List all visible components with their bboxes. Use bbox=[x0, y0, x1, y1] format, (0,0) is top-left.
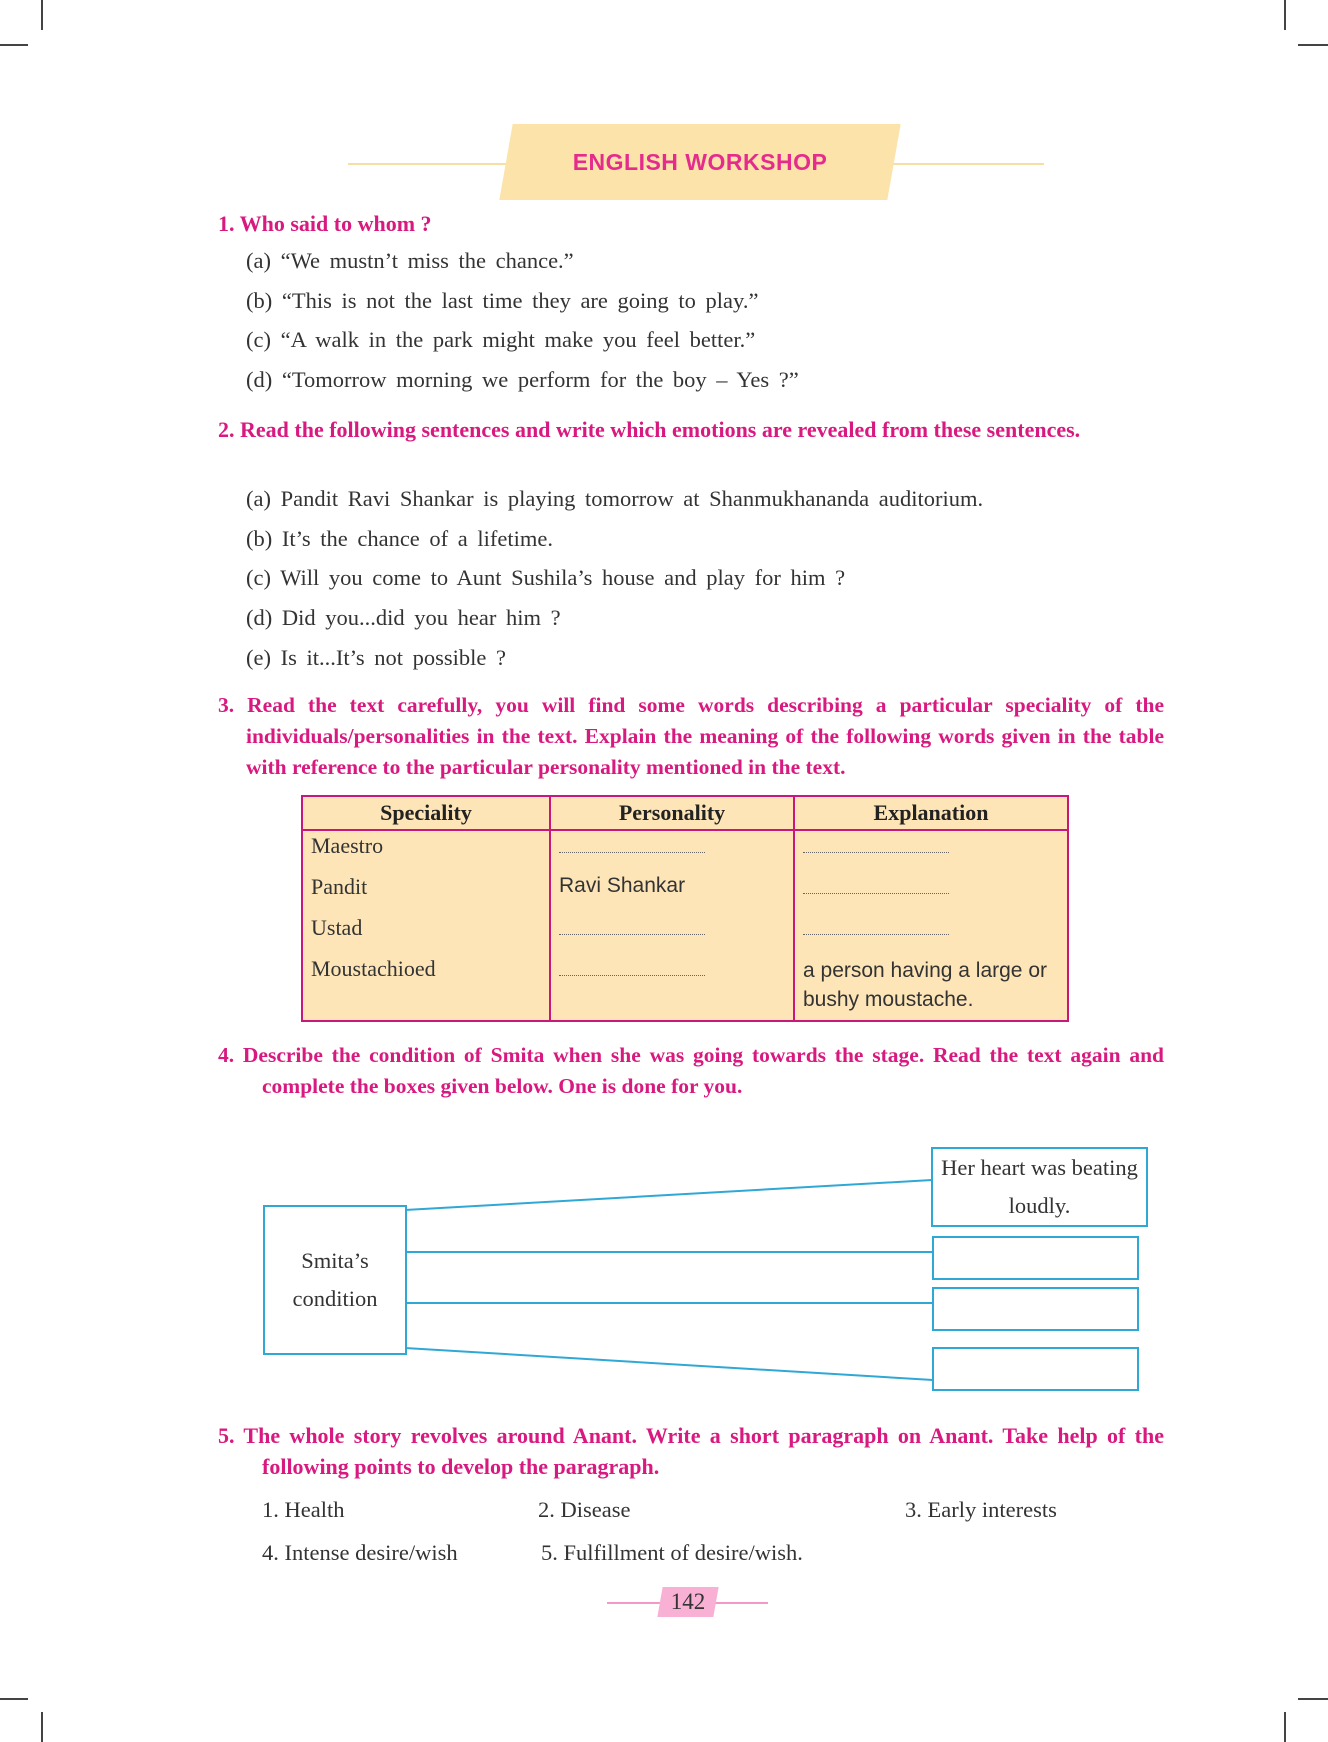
answer-box[interactable] bbox=[932, 1287, 1139, 1331]
table-header-row bbox=[302, 796, 1068, 830]
table-cell-personality[interactable] bbox=[550, 954, 794, 1021]
header-rule-left bbox=[348, 163, 513, 165]
table-cell-explanation[interactable] bbox=[794, 830, 1068, 872]
connector-line bbox=[405, 1180, 932, 1210]
footer-rule-left bbox=[607, 1602, 665, 1604]
question-2-option-d: (d) Did you...did you hear him ? bbox=[246, 605, 561, 630]
page-number: 142 bbox=[670, 1589, 706, 1614]
connector-line bbox=[405, 1348, 933, 1380]
table-cell-explanation[interactable] bbox=[794, 872, 1068, 913]
crop-mark bbox=[1284, 0, 1286, 30]
footer-rule-right bbox=[710, 1602, 768, 1604]
answer-blank[interactable] bbox=[559, 920, 705, 935]
table-row bbox=[302, 954, 1068, 1021]
crop-mark bbox=[0, 44, 28, 46]
question-5-heading: 5. The whole story revolves around Anant. Write a short paragraph on Anant. Take help of the following points to develop the paragraph. bbox=[218, 1423, 1164, 1479]
question-3-heading: 3. Read the text carefully, you will find some words describing a particular speciality of the individuals/personalities in the text. Explain the meaning of the following words given in the table with reference to the particular personality mentioned in the text. bbox=[218, 693, 1164, 779]
table-row bbox=[302, 913, 1068, 954]
table-cell-personality[interactable] bbox=[550, 830, 794, 872]
speciality-table bbox=[301, 795, 1069, 1022]
question-2-option-b: (b) It’s the chance of a lifetime. bbox=[246, 526, 553, 551]
point-item: 2. Disease bbox=[538, 1497, 631, 1522]
table-cell-explanation: a person having a large or bushy moustache. bbox=[794, 954, 1068, 1021]
table-cell-speciality: Pandit bbox=[302, 872, 550, 913]
point-item: 4. Intense desire/wish bbox=[262, 1540, 458, 1565]
question-4-heading: 4. Describe the condition of Smita when she was going towards the stage. Read the text again and complete the boxes given below. One is done for you. bbox=[218, 1043, 1164, 1098]
table-row bbox=[302, 872, 1068, 913]
page-title: ENGLISH WORKSHOP bbox=[572, 148, 828, 175]
question-1-option-b: (b) “This is not the last time they are going to play.” bbox=[246, 288, 759, 313]
crop-mark bbox=[41, 0, 43, 30]
table-cell-speciality: Ustad bbox=[302, 913, 550, 954]
table-cell-explanation[interactable] bbox=[794, 913, 1068, 954]
header-rule-right bbox=[888, 163, 1044, 165]
point-item: 3. Early interests bbox=[905, 1497, 1057, 1522]
crop-mark bbox=[1284, 1712, 1286, 1742]
question-1-option-d: (d) “Tomorrow morning we perform for the boy – Yes ?” bbox=[246, 367, 799, 392]
table-header-personality: Personality bbox=[550, 796, 794, 830]
answer-box-filled: Her heart was beating loudly. bbox=[931, 1147, 1148, 1227]
answer-box[interactable] bbox=[932, 1236, 1139, 1280]
table-header-speciality: Speciality bbox=[302, 796, 550, 830]
question-2-option-a: (a) Pandit Ravi Shankar is playing tomorrow at Shanmukhananda auditorium. bbox=[246, 486, 984, 511]
crop-mark bbox=[1298, 1698, 1328, 1700]
question-1-option-a: (a) “We mustn’t miss the chance.” bbox=[246, 248, 574, 273]
question-1-heading: 1. Who said to whom ? bbox=[218, 211, 432, 236]
answer-blank[interactable] bbox=[803, 920, 949, 935]
answer-blank[interactable] bbox=[803, 879, 949, 894]
question-2-option-c: (c) Will you come to Aunt Sushila’s house and play for him ? bbox=[246, 565, 846, 590]
table-cell-speciality: Maestro bbox=[302, 830, 550, 872]
answer-box[interactable] bbox=[932, 1347, 1139, 1391]
table-header-explanation: Explanation bbox=[794, 796, 1068, 830]
answer-blank[interactable] bbox=[559, 838, 705, 853]
table-cell-personality: Ravi Shankar bbox=[550, 872, 794, 913]
point-item: 5. Fulfillment of desire/wish. bbox=[541, 1540, 803, 1565]
answer-blank[interactable] bbox=[559, 961, 705, 976]
question-2-option-e: (e) Is it...It’s not possible ? bbox=[246, 645, 506, 670]
crop-mark bbox=[41, 1712, 43, 1742]
question-1-option-c: (c) “A walk in the park might make you feel better.” bbox=[246, 327, 756, 352]
question-2-heading: 2. Read the following sentences and write which emotions are revealed from these sentences. bbox=[218, 417, 1081, 442]
smita-condition-box: Smita’s condition bbox=[263, 1205, 407, 1355]
point-item: 1. Health bbox=[262, 1497, 345, 1522]
table-cell-speciality: Moustachioed bbox=[302, 954, 550, 1021]
crop-mark bbox=[0, 1698, 28, 1700]
answer-blank[interactable] bbox=[803, 838, 949, 853]
table-row bbox=[302, 830, 1068, 872]
table-cell-personality[interactable] bbox=[550, 913, 794, 954]
crop-mark bbox=[1298, 44, 1328, 46]
